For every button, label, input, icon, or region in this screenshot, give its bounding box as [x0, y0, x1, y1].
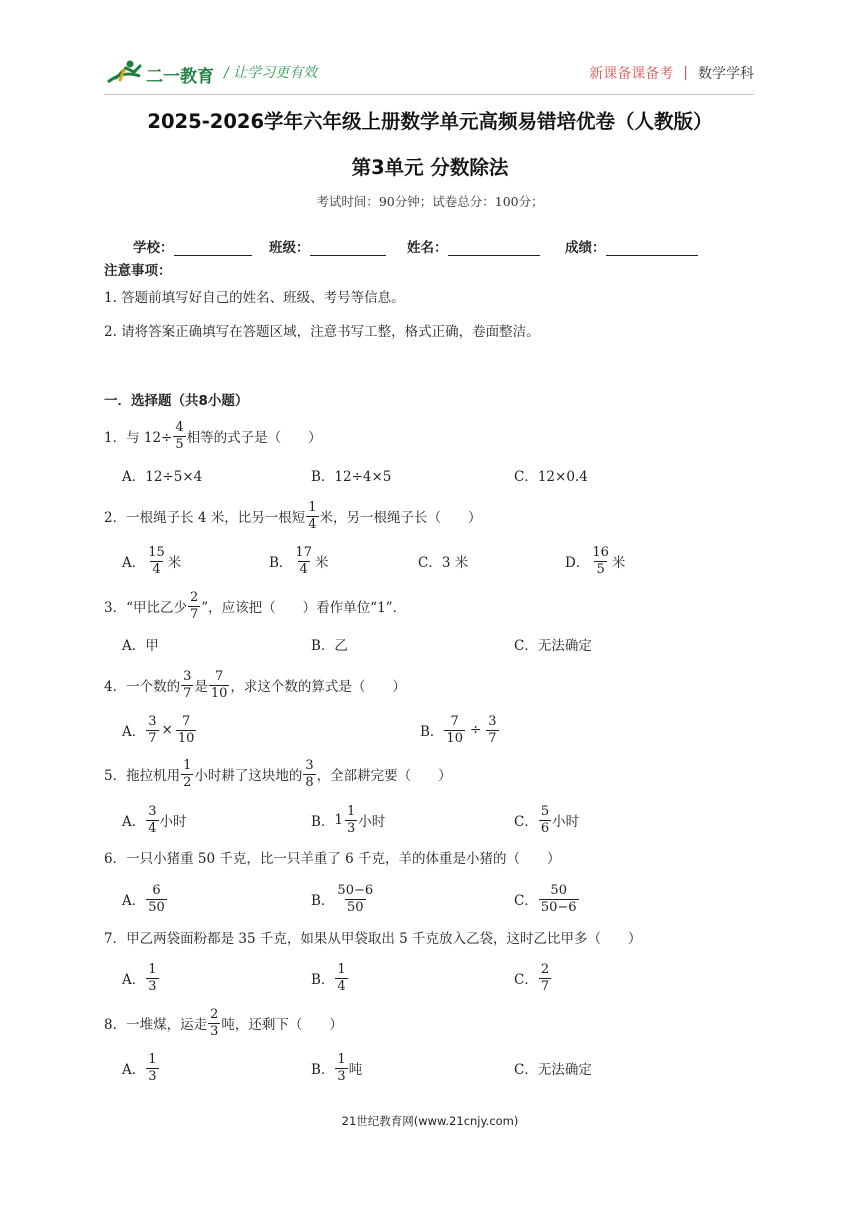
- q5-option-c[interactable]: C． $\frac{5}{6}$ 小时: [514, 803, 580, 836]
- question-5: 5．拖拉机用 $\frac{1}{2}$ 小时耕了这块地的 $\frac{3}{8}$ ，全部耕完要（ ）: [104, 757, 452, 790]
- page-subtitle: 第3单元 分数除法: [351, 156, 509, 179]
- q8-option-b[interactable]: B． $\frac{1}{3}$ 吨: [311, 1051, 363, 1084]
- q4-option-b[interactable]: B． $\frac{7}{10}$ ÷ $\frac{3}{7}$: [420, 713, 497, 746]
- q2-option-a[interactable]: A． $\frac{15}{4}$ 米: [122, 544, 182, 577]
- q6-option-a[interactable]: A． $\frac{6}{50}$: [122, 882, 165, 915]
- fraction: $\frac{3}{8}$: [305, 757, 314, 790]
- question-4: 4．一个数的 $\frac{3}{7}$ 是 $\frac{7}{10}$ ，求这个数的算式是（ ）: [104, 668, 406, 701]
- header-subject: 数学学科: [698, 66, 754, 82]
- school-field[interactable]: 学校：: [133, 236, 252, 256]
- question-6: 6．一只小猪重 50 千克，比一只羊重了 6 千克，羊的体重是小猪的（ ）: [104, 851, 561, 867]
- fraction: $\frac{4}{5}$: [175, 419, 184, 452]
- q2-option-b[interactable]: B． $\frac{17}{4}$ 米: [269, 544, 329, 577]
- question-3: 3．“甲比乙少 $\frac{2}{7}$ ”，应该把（ ）看作单位“1”．: [104, 589, 407, 622]
- q1-option-b[interactable]: B．12÷4×5: [311, 469, 392, 485]
- question-7: 7．甲乙两袋面粉都是 35 千克，如果从甲袋取出 5 千克放入乙袋，这时乙比甲多（ ）: [104, 931, 642, 947]
- fraction: $\frac{2}{3}$: [210, 1006, 219, 1039]
- header-course-label: 新课备课备考: [589, 66, 674, 82]
- question-1: 1．与 12÷ $\frac{4}{5}$ 相等的式子是（ ）: [104, 419, 322, 452]
- class-field[interactable]: 班级：: [269, 236, 386, 256]
- page-title: 2025-2026学年六年级上册数学单元高频易错培优卷（人教版）: [147, 110, 713, 133]
- brand-slogan: / 让学习更有效: [224, 65, 318, 81]
- fraction: $\frac{1}{2}$: [183, 757, 192, 790]
- fraction: $\frac{3}{7}$: [183, 668, 192, 701]
- q8-option-a[interactable]: A． $\frac{1}{3}$: [122, 1051, 157, 1084]
- student-info-fields: [133, 236, 733, 256]
- page-footer: 21世纪教育网(www.21cnjy.com): [341, 1114, 519, 1128]
- note-item: 1. 答题前填写好自己的姓名、班级、考号等信息。: [104, 290, 405, 306]
- q1-option-c[interactable]: C．12×0.4: [514, 469, 588, 485]
- q7-option-b[interactable]: B． $\frac{1}{4}$: [311, 961, 346, 994]
- q7-option-a[interactable]: A． $\frac{1}{3}$: [122, 961, 157, 994]
- note-item: 2. 请将答案正确填写在答题区域，注意书写工整，格式正确，卷面整洁。: [104, 324, 540, 340]
- fraction: $\frac{7}{10}$: [210, 668, 228, 701]
- brand-name: 二一教育: [146, 67, 214, 87]
- section-heading: 一．选择题（共8小题）: [104, 393, 249, 409]
- q3-option-b[interactable]: B．乙: [311, 638, 348, 654]
- name-field[interactable]: 姓名：: [407, 236, 540, 256]
- question-2: 2．一根绳子长 4 米，比另一根短 $\frac{1}{4}$ 米，另一根绳子长（ ）: [104, 499, 482, 532]
- exam-info: 考试时间：90分钟；试卷总分：100分；: [316, 194, 544, 209]
- notes-heading: 注意事项：: [104, 263, 172, 279]
- q6-option-b[interactable]: B． $\frac{50-6}{50}$: [311, 882, 374, 915]
- q5-option-a[interactable]: A． $\frac{3}{4}$ 小时: [122, 803, 187, 836]
- header-right: [589, 63, 754, 83]
- q7-option-c[interactable]: C． $\frac{2}{7}$: [514, 961, 550, 994]
- q2-option-d[interactable]: D． $\frac{16}{5}$ 米: [565, 544, 626, 577]
- q4-option-a[interactable]: A． $\frac{3}{7}$ × $\frac{7}{10}$: [122, 713, 195, 746]
- score-field[interactable]: 成绩：: [565, 236, 698, 256]
- question-8: 8．一堆煤，运走 $\frac{2}{3}$ 吨，还剩下（ ）: [104, 1006, 343, 1039]
- q3-option-c[interactable]: C．无法确定: [514, 638, 592, 654]
- q6-option-c[interactable]: C． $\frac{50}{50-6}$: [514, 882, 577, 915]
- q3-option-a[interactable]: A．甲: [122, 638, 159, 654]
- q2-option-c[interactable]: C．3 米: [418, 555, 469, 571]
- q5-option-b[interactable]: B． 1 $\frac{1}{3}$ 小时: [311, 803, 386, 836]
- header-divider: [104, 94, 754, 95]
- q1-option-a[interactable]: A．12÷5×4: [122, 469, 203, 485]
- fraction: $\frac{1}{4}$: [308, 499, 317, 532]
- q8-option-c[interactable]: C．无法确定: [514, 1062, 592, 1078]
- fraction: $\frac{2}{7}$: [190, 589, 199, 622]
- header-separator: |: [683, 65, 688, 81]
